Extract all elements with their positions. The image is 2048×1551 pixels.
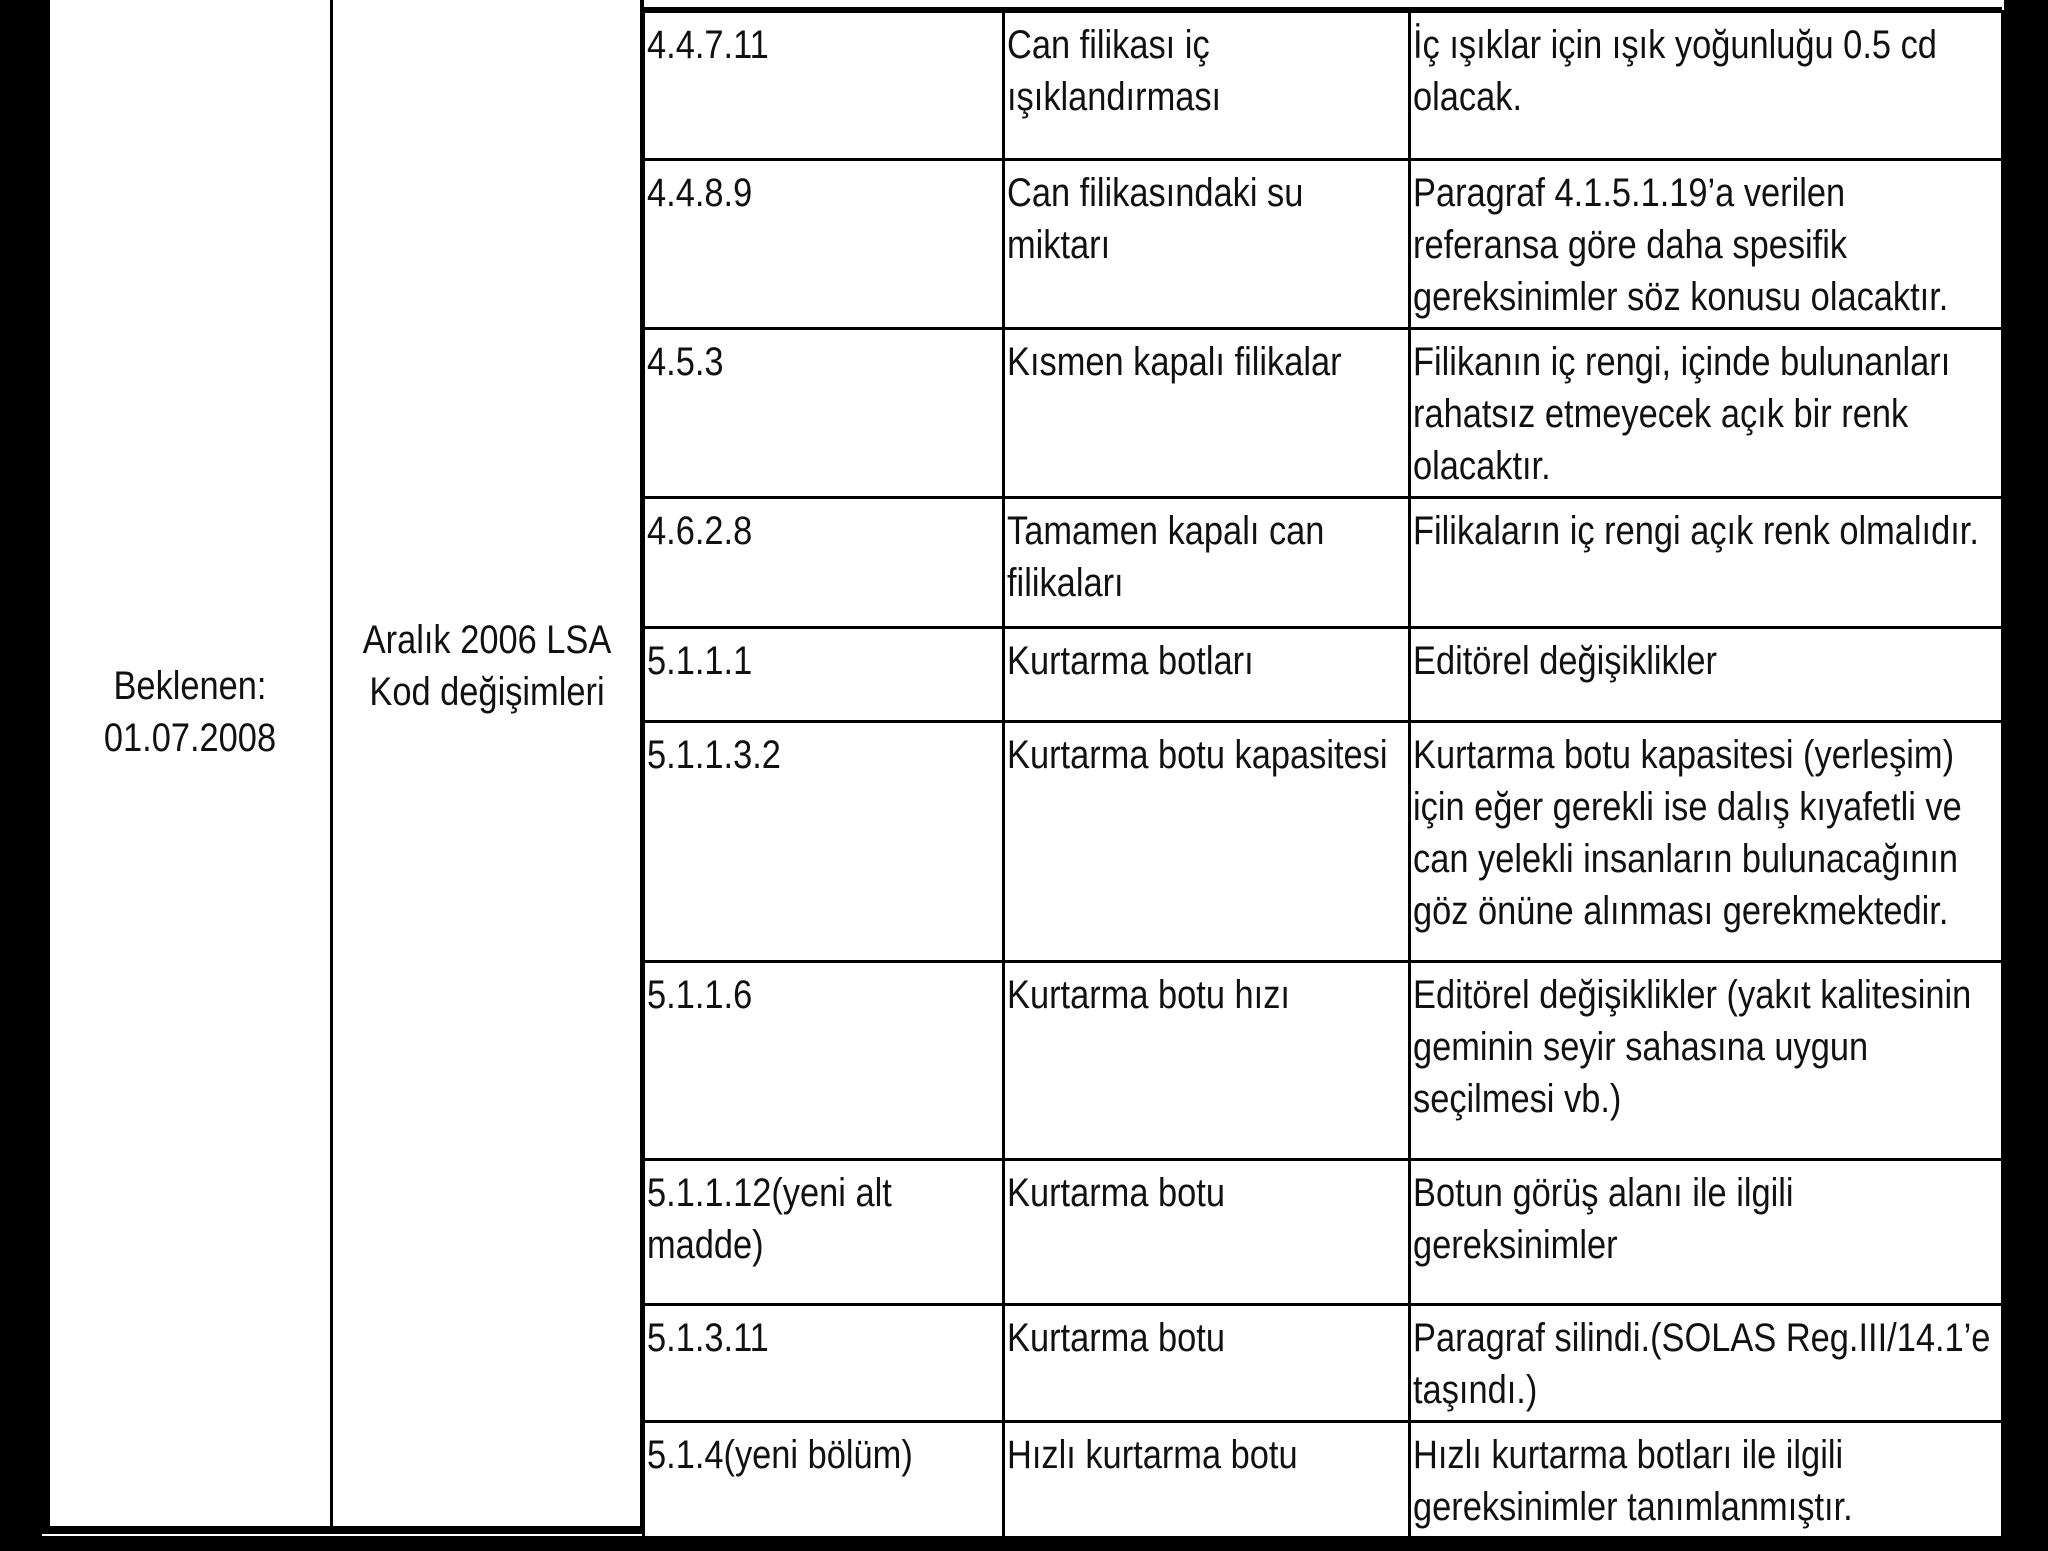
code-cell: 5.1.4(yeni bölüm) bbox=[644, 1422, 1004, 1550]
description-cell: İç ışıklar için ışık yoğunluğu 0.5 cd olacak. bbox=[1410, 12, 2004, 160]
effective-date-cell bbox=[70, 660, 311, 764]
code-cell: 5.1.1.6 bbox=[644, 962, 1004, 1160]
code-cell: 5.1.1.1 bbox=[644, 628, 1004, 722]
table-row bbox=[644, 628, 2004, 722]
subject-cell: Kurtarma botu kapasitesi bbox=[1004, 722, 1410, 962]
effective-date-value: 01.07.2008 bbox=[103, 716, 277, 760]
table-row bbox=[644, 160, 2004, 329]
description-cell: Filikaların iç rengi açık renk olmalıdır. bbox=[1410, 498, 2004, 628]
description-cell: Botun görüş alanı ile ilgili gereksinimler bbox=[1410, 1160, 2004, 1305]
amendment-line-1: Aralık 2006 LSA bbox=[362, 618, 612, 662]
left-merged-block bbox=[42, 0, 642, 1534]
subject-cell: Hızlı kurtarma botu bbox=[1004, 1422, 1410, 1550]
amendment-line-2: Kod değişimleri bbox=[369, 670, 605, 714]
table-row bbox=[644, 329, 2004, 498]
subject-cell: Kurtarma botu bbox=[1004, 1305, 1410, 1422]
left-border-band bbox=[0, 0, 42, 1536]
right-border-band bbox=[2004, 0, 2048, 1536]
effective-date-label: Beklenen: bbox=[113, 664, 267, 708]
subject-cell: Kurtarma botu hızı bbox=[1004, 962, 1410, 1160]
table-row bbox=[644, 962, 2004, 1160]
column-divider-1 bbox=[330, 0, 333, 1534]
code-cell: 4.5.3 bbox=[644, 329, 1004, 498]
subject-cell: Kısmen kapalı filikalar bbox=[1004, 329, 1410, 498]
table-row bbox=[644, 12, 2004, 160]
description-cell: Kurtarma botu kapasitesi (yerleşim) için eğer gerekli ise dalış kıyafetli ve can yelekli insanların bulunacağının göz önüne alınması gerekmektedir. bbox=[1410, 722, 2004, 962]
code-cell: 4.6.2.8 bbox=[644, 498, 1004, 628]
table-row bbox=[644, 1160, 2004, 1305]
code-cell: 5.1.3.11 bbox=[644, 1305, 1004, 1422]
code-changes-table bbox=[642, 10, 2006, 1551]
subject-cell: Can filikasındaki su miktarı bbox=[1004, 160, 1410, 329]
code-cell: 4.4.7.11 bbox=[644, 12, 1004, 160]
table-row bbox=[644, 498, 2004, 628]
description-cell: Paragraf silindi.(SOLAS Reg.III/14.1’e taşındı.) bbox=[1410, 1305, 2004, 1422]
description-cell: Editörel değişiklikler bbox=[1410, 628, 2004, 722]
subject-cell: Kurtarma botu bbox=[1004, 1160, 1410, 1305]
subject-cell: Can filikası iç ışıklandırması bbox=[1004, 12, 1410, 160]
amendment-cell bbox=[355, 614, 618, 718]
table-row bbox=[644, 1422, 2004, 1550]
subject-cell: Kurtarma botları bbox=[1004, 628, 1410, 722]
table-row bbox=[644, 722, 2004, 962]
description-cell: Hızlı kurtarma botları ile ilgili gereksinimler tanımlanmıştır. bbox=[1410, 1422, 2004, 1550]
description-cell: Paragraf 4.1.5.1.19’a verilen referansa göre daha spesifik gereksinimler söz konusu olacaktır. bbox=[1410, 160, 2004, 329]
code-cell: 4.4.8.9 bbox=[644, 160, 1004, 329]
code-cell: 5.1.1.12(yeni alt madde) bbox=[644, 1160, 1004, 1305]
table-row bbox=[644, 1305, 2004, 1422]
code-cell: 5.1.1.3.2 bbox=[644, 722, 1004, 962]
description-cell: Filikanın iç rengi, içinde bulunanları rahatsız etmeyecek açık bir renk olacaktır. bbox=[1410, 329, 2004, 498]
subject-cell: Tamamen kapalı can filikaları bbox=[1004, 498, 1410, 628]
description-cell: Editörel değişiklikler (yakıt kalitesinin geminin seyir sahasına uygun seçilmesi vb.) bbox=[1410, 962, 2004, 1160]
